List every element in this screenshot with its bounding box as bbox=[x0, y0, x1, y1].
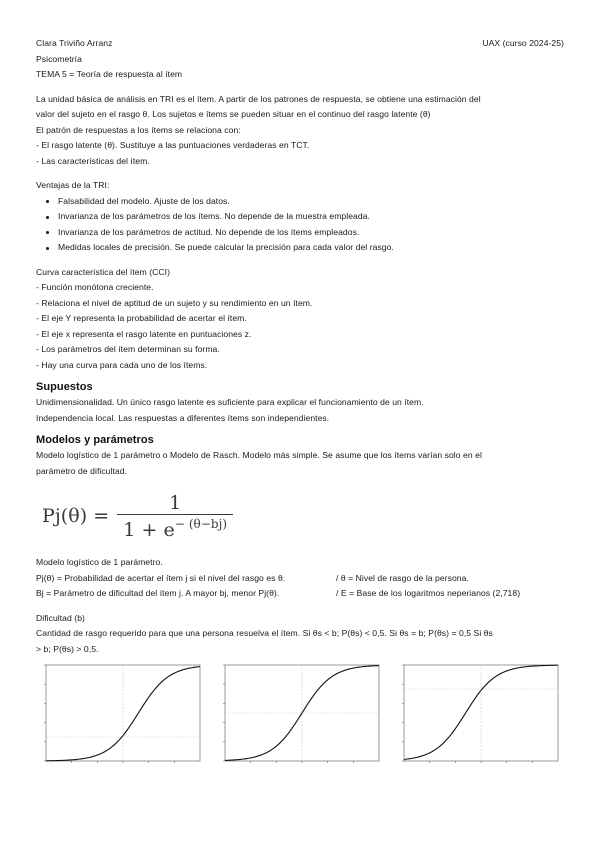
definition-e: / E = Base de los logaritmos neperianos (2,718) bbox=[336, 588, 521, 598]
definition-pj: Pj(θ) = Probabilidad de acertar el ítem j si el nivel del rasgo es θ. bbox=[36, 572, 286, 583]
definition-row-1 bbox=[36, 571, 564, 587]
course-label: UAX (curso 2024-25) bbox=[482, 38, 564, 48]
topic-title: TEMA 5 = Teoría de respuesta al ítem bbox=[36, 69, 183, 79]
icc-charts bbox=[36, 661, 564, 781]
dificultad-line-1: Cantidad de rasgo requerido para que una persona resuelva el ítem. Si θs < b; P(θs) < 0,5. Si θs = b; P(θs) = 0,5 Si θs bbox=[36, 628, 493, 638]
formula-lhs: Pj(θ) = bbox=[42, 505, 110, 528]
author-name: Clara Triviño Arranz bbox=[36, 38, 113, 48]
list-item: - El eje Y representa la probabilidad de acertar el ítem. bbox=[36, 313, 247, 323]
dificultad-title: Dificultad (b) bbox=[36, 612, 85, 623]
list-item: Invarianza de los parámetros de actitud. No depende de los ítems empleados. bbox=[58, 225, 564, 241]
icc-chart-1 bbox=[36, 661, 206, 781]
list-item: Medidas locales de precisión. Se puede calcular la precisión para cada valor del rasgo. bbox=[58, 240, 564, 256]
document-page bbox=[36, 36, 564, 781]
modelos-heading: Modelos y parámetros bbox=[36, 434, 154, 446]
intro-line-5: - Las características del ítem. bbox=[36, 155, 150, 166]
intro-line-1: La unidad básica de análisis en TRI es el ítem. A partir de los patrones de respuesta, se obtiene una estimación del bbox=[36, 93, 481, 104]
formula-exponent: − (θ−bj) bbox=[174, 516, 228, 531]
intro-line-2: valor del sujeto en el rasgo θ. Los sujetos e ítems se pueden situar en el continuo del rasgo latente (θ) bbox=[36, 109, 431, 119]
icc-chart-1-svg bbox=[36, 661, 206, 781]
icc-chart-3-svg bbox=[394, 661, 564, 781]
formula-denominator-base: 1 + e bbox=[123, 518, 175, 541]
modelos-line-2: parámetro de dificultad. bbox=[36, 465, 128, 476]
dificultad-line-2: > b; P(θs) > 0,5. bbox=[36, 643, 99, 654]
page-header bbox=[36, 36, 564, 52]
intro-line-4: - El rasgo latente (θ). Sustituye a las puntuaciones verdaderas en TCT. bbox=[36, 140, 310, 150]
list-item: - Relaciona el nivel de aptitud de un sujeto y su rendimiento en un ítem. bbox=[36, 297, 313, 308]
ventajas-list bbox=[36, 194, 564, 256]
subject-label: Psicometría bbox=[36, 53, 82, 64]
list-item: Falsabilidad del modelo. Ajuste de los datos. bbox=[58, 194, 564, 210]
formula-denominator bbox=[117, 514, 233, 539]
definition-row-2 bbox=[36, 586, 564, 602]
icc-chart-2-svg bbox=[215, 661, 385, 781]
supuestos-heading: Supuestos bbox=[36, 381, 93, 393]
list-item: - Hay una curva para cada uno de los ítems. bbox=[36, 359, 208, 370]
definition-theta: / θ = Nivel de rasgo de la persona. bbox=[336, 572, 469, 583]
ventajas-title: Ventajas de la TRI: bbox=[36, 180, 110, 190]
list-item: - El eje x representa el rasgo latente en puntuaciones z. bbox=[36, 328, 252, 339]
list-item: - Los parámetros del ítem determinan su forma. bbox=[36, 344, 220, 354]
icc-chart-3 bbox=[394, 661, 564, 781]
list-item: Invarianza de los parámetros de los ítems. No depende de la muestra empleada. bbox=[58, 209, 564, 225]
definitions-title: Modelo logístico de 1 parámetro. bbox=[36, 557, 163, 567]
supuestos-line-2: Independencia local. Las respuestas a diferentes ítems son independientes. bbox=[36, 412, 330, 423]
supuestos-line-1: Unidimensionalidad. Un único rasgo latente es suficiente para explicar el funcionamiento de un ítem. bbox=[36, 397, 424, 407]
rasch-formula bbox=[42, 489, 564, 545]
intro-line-3: El patrón de respuestas a los ítems se relaciona con: bbox=[36, 124, 241, 135]
cci-title: Curva característica del ítem (CCI) bbox=[36, 266, 171, 277]
definition-bj: Bj = Parámetro de dificultad del ítem j. A mayor bj, menor Pj(θ). bbox=[36, 588, 280, 598]
formula-fraction bbox=[117, 492, 233, 541]
icc-chart-2 bbox=[215, 661, 385, 781]
list-item: - Función monótona creciente. bbox=[36, 282, 154, 292]
modelos-line-1: Modelo logístico de 1 parámetro o Modelo de Rasch. Modelo más simple. Se asume que los ítems varían solo en el bbox=[36, 450, 482, 460]
formula-numerator: 1 bbox=[169, 492, 182, 514]
